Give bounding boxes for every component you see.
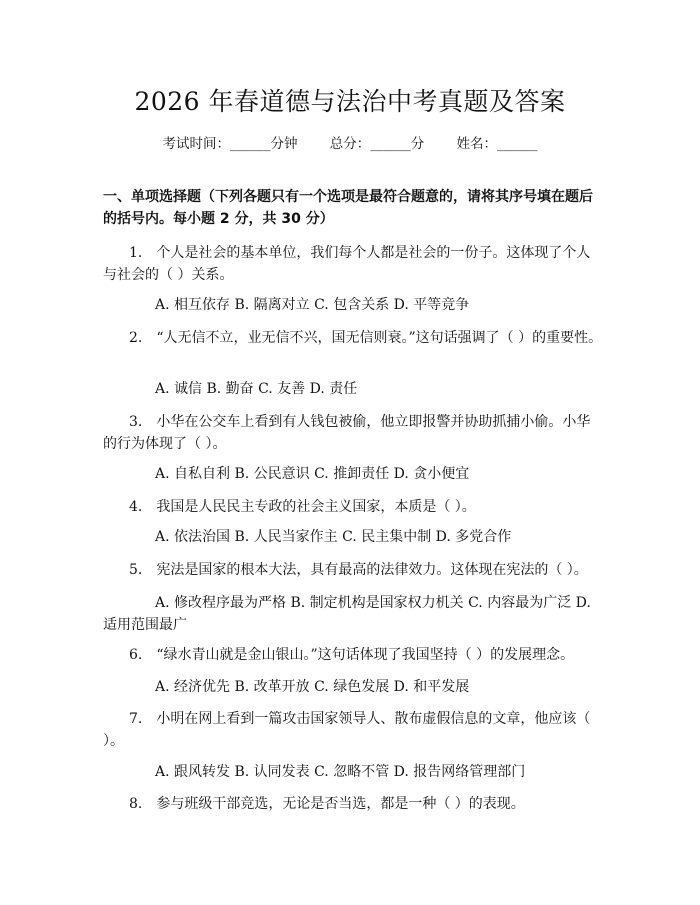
page-title: 2026 年春道德与法治中考真题及答案 xyxy=(134,87,566,116)
question-2-options: A. 诚信 B. 勤奋 C. 友善 D. 责任 xyxy=(155,381,358,397)
question-8-stem: 8. 参与班级干部竞选，无论是否当选，都是一种（ ）的表现。 xyxy=(129,796,525,812)
question-6-stem: 6. “绿水青山就是金山银山。”这句话体现了我国坚持（ ）的发展理念。 xyxy=(129,647,575,663)
section-heading: 一、单项选择题（下列各题只有一个选项是最符合题意的，请将其序号填在题后的括号内。每小题 2 分，共 30 分） xyxy=(103,189,593,227)
total-score-field: 总分：______分 xyxy=(329,136,425,152)
question-2-stem: 2. “人无信不立，业无信不兴，国无信则衰。”这句话强调了（ ）的重要性。 xyxy=(129,330,603,346)
question-4-options: A. 依法治国 B. 人民当家作主 C. 民主集中制 D. 多党合作 xyxy=(155,529,512,545)
student-name-field: 姓名：______ xyxy=(456,136,538,152)
exam-time-field: 考试时间：______分钟 xyxy=(162,136,298,152)
question-1-stem: 1. 个人是社会的基本单位，我们每个人都是社会的一份子。这体现了个人与社会的（ ）关系。 xyxy=(103,245,591,283)
question-5-options: A. 修改程序最为严格 B. 制定机构是国家权力机关 C. 内容最为广泛 D. 适用范围最广 xyxy=(103,595,591,633)
question-3-options: A. 自私自利 B. 公民意识 C. 推卸责任 D. 贪小便宜 xyxy=(155,466,470,482)
question-6-options: A. 经济优先 B. 改革开放 C. 绿色发展 D. 和平发展 xyxy=(155,679,470,695)
question-4-stem: 4. 我国是人民民主专政的社会主义国家，本质是（ ）。 xyxy=(129,499,476,515)
question-7-options: A. 跟风转发 B. 认同发表 C. 忽略不管 D. 报告网络管理部门 xyxy=(155,764,526,780)
question-5-stem: 5. 宪法是国家的根本大法，具有最高的法律效力。这体现在宪法的（ ）。 xyxy=(129,562,588,578)
question-1-options: A. 相互依存 B. 隔离对立 C. 包含关系 D. 平等竞争 xyxy=(155,297,470,313)
question-7-stem: 7. 小明在网上看到一篇攻击国家领导人、散布虚假信息的文章，他应该（ ）。 xyxy=(103,711,591,749)
question-3-stem: 3. 小华在公交车上看到有人钱包被偷，他立即报警并协助抓捕小偷。小华的行为体现了（ ）。 xyxy=(103,414,591,452)
exam-meta xyxy=(0,132,700,152)
